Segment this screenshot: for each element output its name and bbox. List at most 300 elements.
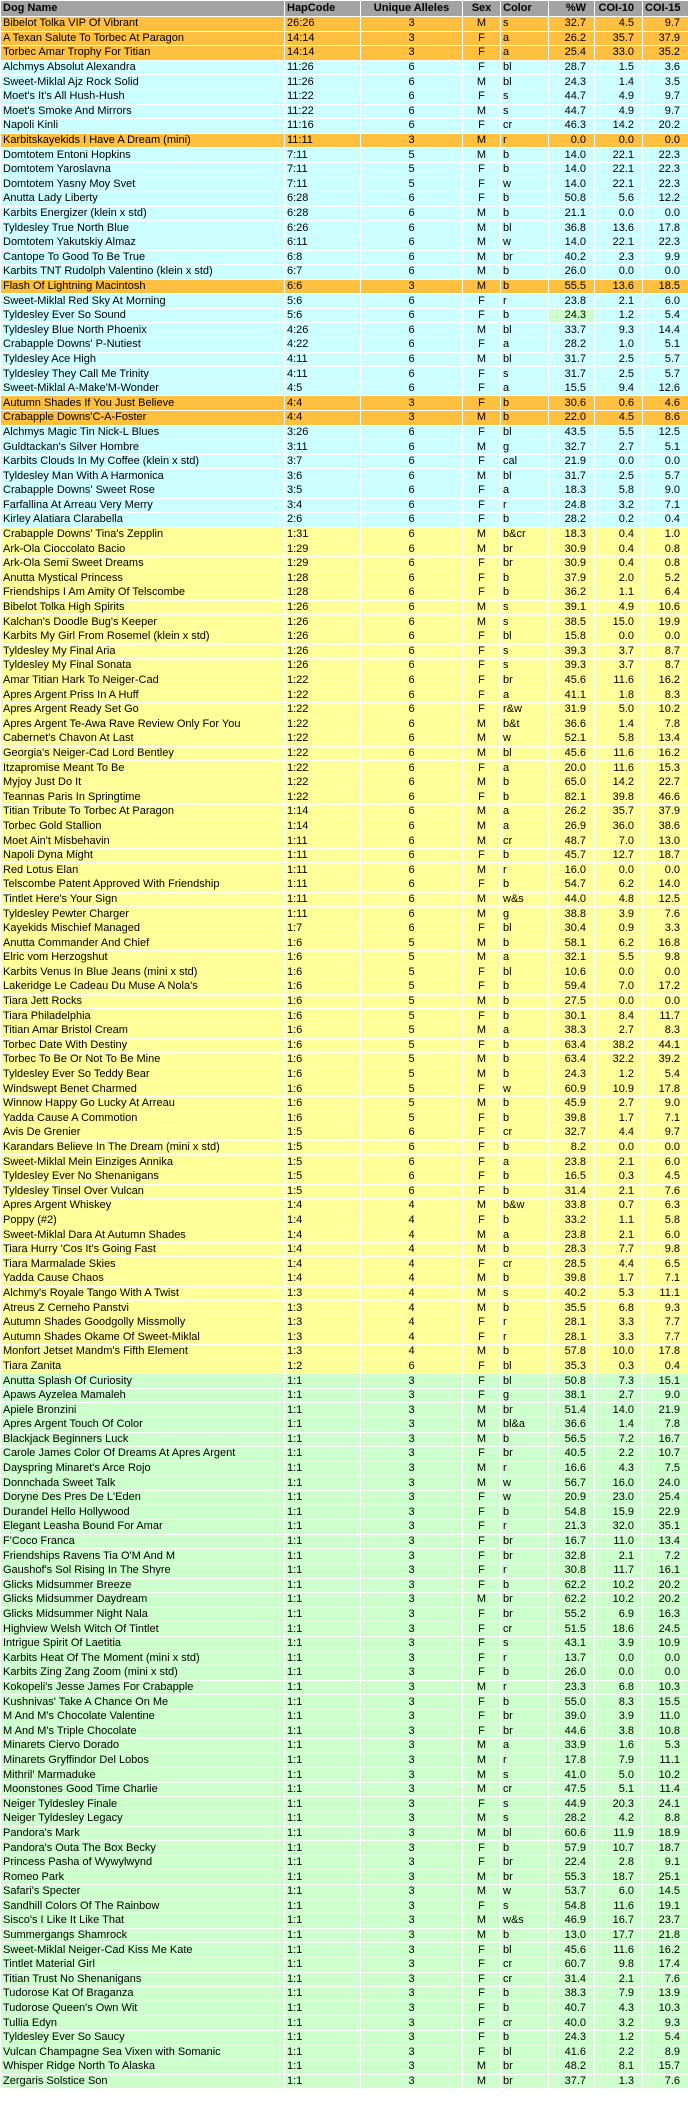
table-row[interactable] [1, 119, 688, 134]
table-row[interactable] [1, 936, 688, 951]
table-row[interactable] [1, 1943, 688, 1958]
table-row[interactable] [1, 104, 688, 119]
table-row[interactable] [1, 162, 688, 177]
table-row[interactable] [1, 352, 688, 367]
table-row[interactable] [1, 746, 688, 761]
table-row[interactable] [1, 878, 688, 893]
cell-percent-w: 24.8 [549, 498, 595, 513]
cell-unique-alleles: 3 [361, 2045, 463, 2060]
cell-color: w&s [501, 1914, 549, 1929]
cell-color: b [501, 1841, 549, 1856]
table-row[interactable] [1, 1709, 688, 1724]
cell-coi-15: 39.2 [643, 1053, 688, 1068]
table-row[interactable] [1, 1841, 688, 1856]
cell-coi-15: 16.2 [643, 1943, 688, 1958]
cell-dog-name: Torbec Amar Trophy For Titian [1, 46, 285, 61]
cell-sex: M [463, 732, 501, 747]
cell-sex: M [463, 746, 501, 761]
cell-color: br [501, 1709, 549, 1724]
cell-hapcode: 6:7 [285, 265, 361, 280]
table-row[interactable] [1, 556, 688, 571]
cell-dog-name: Anutta Mystical Princess [1, 571, 285, 586]
cell-sex: M [463, 892, 501, 907]
cell-color: s [501, 1768, 549, 1783]
cell-percent-w: 30.1 [549, 1009, 595, 1024]
cell-coi-15: 23.7 [643, 1914, 688, 1929]
table-row[interactable] [1, 1695, 688, 1710]
table-row[interactable] [1, 1009, 688, 1024]
cell-sex: M [463, 1023, 501, 1038]
cell-unique-alleles: 6 [361, 1140, 463, 1155]
cell-dog-name: Kayekids Mischief Managed [1, 921, 285, 936]
cell-coi-15: 8.7 [643, 659, 688, 674]
cell-dog-name: Amar Titian Hark To Neiger-Cad [1, 673, 285, 688]
cell-hapcode: 7:11 [285, 162, 361, 177]
table-row[interactable] [1, 834, 688, 849]
cell-hapcode: 1:3 [285, 1315, 361, 1330]
cell-color: s [501, 615, 549, 630]
table-row[interactable] [1, 1885, 688, 1900]
cell-sex: M [463, 265, 501, 280]
cell-coi-10: 8.3 [595, 1695, 643, 1710]
cell-hapcode: 1:1 [285, 1768, 361, 1783]
cell-hapcode: 5:6 [285, 308, 361, 323]
cell-hapcode: 1:1 [285, 1461, 361, 1476]
table-row[interactable] [1, 1914, 688, 1929]
cell-color: b [501, 1169, 549, 1184]
cell-coi-15: 7.7 [643, 1330, 688, 1345]
cell-coi-10: 6.8 [595, 1301, 643, 1316]
col-percent-w[interactable]: %W [549, 1, 595, 17]
cell-sex: F [463, 761, 501, 776]
table-row[interactable] [1, 1490, 688, 1505]
cell-sex: M [463, 1067, 501, 1082]
table-row[interactable] [1, 1505, 688, 1520]
table-row[interactable] [1, 206, 688, 221]
cell-coi-10: 14.2 [595, 119, 643, 134]
cell-unique-alleles: 3 [361, 1418, 463, 1433]
table-row[interactable] [1, 367, 688, 382]
table-row[interactable] [1, 1213, 688, 1228]
table-row[interactable] [1, 469, 688, 484]
table-row[interactable] [1, 688, 688, 703]
cell-coi-10: 4.3 [595, 1461, 643, 1476]
table-row[interactable] [1, 1140, 688, 1155]
cell-coi-10: 1.4 [595, 1418, 643, 1433]
table-row[interactable] [1, 1534, 688, 1549]
cell-coi-10: 22.1 [595, 235, 643, 250]
table-row[interactable] [1, 1957, 688, 1972]
table-row[interactable] [1, 1286, 688, 1301]
table-row[interactable] [1, 1374, 688, 1389]
cell-dog-name: Tyldesley Ever So Sound [1, 308, 285, 323]
table-row[interactable] [1, 527, 688, 542]
cell-percent-w: 17.8 [549, 1753, 595, 1768]
table-row[interactable] [1, 498, 688, 513]
cell-coi-15: 17.4 [643, 1957, 688, 1972]
table-row[interactable] [1, 732, 688, 747]
table-row[interactable] [1, 1593, 688, 1608]
table-row[interactable] [1, 571, 688, 586]
col-coi-10[interactable]: COI-10 [595, 1, 643, 17]
cell-percent-w: 62.2 [549, 1593, 595, 1608]
table-row[interactable] [1, 75, 688, 90]
table-row[interactable] [1, 673, 688, 688]
cell-unique-alleles: 6 [361, 556, 463, 571]
cell-sex: F [463, 1636, 501, 1651]
cell-coi-10: 2.5 [595, 352, 643, 367]
table-row[interactable] [1, 1301, 688, 1316]
cell-hapcode: 1:1 [285, 1826, 361, 1841]
cell-unique-alleles: 3 [361, 1797, 463, 1812]
cell-sex: F [463, 790, 501, 805]
cell-coi-15: 19.9 [643, 615, 688, 630]
table-row[interactable] [1, 1928, 688, 1943]
cell-coi-15: 6.4 [643, 586, 688, 601]
table-row[interactable] [1, 2074, 688, 2089]
cell-unique-alleles: 3 [361, 1447, 463, 1462]
cell-coi-15: 12.2 [643, 192, 688, 207]
table-row[interactable] [1, 1169, 688, 1184]
cell-coi-10: 3.9 [595, 1636, 643, 1651]
cell-hapcode: 1:1 [285, 1753, 361, 1768]
cell-color: b [501, 162, 549, 177]
table-row[interactable] [1, 1315, 688, 1330]
col-dog-name[interactable]: Dog Name [1, 1, 285, 17]
cell-hapcode: 7:11 [285, 148, 361, 163]
table-row[interactable] [1, 921, 688, 936]
table-row[interactable] [1, 1257, 688, 1272]
cell-color: br [501, 1724, 549, 1739]
table-row[interactable] [1, 1359, 688, 1374]
cell-coi-10: 4.9 [595, 104, 643, 119]
table-row[interactable] [1, 1563, 688, 1578]
cell-sex: F [463, 1126, 501, 1141]
cell-coi-15: 7.6 [643, 2074, 688, 2089]
cell-sex: M [463, 1885, 501, 1900]
table-row[interactable] [1, 454, 688, 469]
cell-dog-name: Gaushof's Sol Rising In The Shyre [1, 1563, 285, 1578]
table-row[interactable] [1, 31, 688, 46]
cell-coi-15: 0.0 [643, 1651, 688, 1666]
cell-sex: M [463, 1768, 501, 1783]
table-row[interactable] [1, 411, 688, 426]
table-row[interactable] [1, 1199, 688, 1214]
cell-coi-10: 16.0 [595, 1476, 643, 1491]
cell-sex: F [463, 513, 501, 528]
table-row[interactable] [1, 1184, 688, 1199]
table-row[interactable] [1, 323, 688, 338]
table-row[interactable] [1, 1753, 688, 1768]
table-row[interactable] [1, 1403, 688, 1418]
cell-color: r [501, 1315, 549, 1330]
table-row[interactable] [1, 951, 688, 966]
cell-unique-alleles: 6 [361, 454, 463, 469]
table-row[interactable] [1, 279, 688, 294]
table-row[interactable] [1, 1023, 688, 1038]
table-row[interactable] [1, 1636, 688, 1651]
table-row[interactable] [1, 892, 688, 907]
table-row[interactable] [1, 148, 688, 163]
cell-unique-alleles: 5 [361, 1111, 463, 1126]
table-row[interactable] [1, 702, 688, 717]
cell-dog-name: Red Lotus Elan [1, 863, 285, 878]
table-row[interactable] [1, 192, 688, 207]
table-row[interactable] [1, 265, 688, 280]
table-row[interactable] [1, 1476, 688, 1491]
cell-dog-name: Tiara Hurry 'Cos It's Going Fast [1, 1242, 285, 1257]
table-row[interactable] [1, 1461, 688, 1476]
cell-dog-name: Yadda Cause Chaos [1, 1272, 285, 1287]
cell-coi-15: 3.6 [643, 60, 688, 75]
table-row[interactable] [1, 425, 688, 440]
cell-color: br [501, 2060, 549, 2075]
cell-color: s [501, 600, 549, 615]
table-row[interactable] [1, 308, 688, 323]
col-hapcode[interactable]: HapCode [285, 1, 361, 17]
cell-dog-name: Autumn Shades If You Just Believe [1, 396, 285, 411]
table-row[interactable] [1, 863, 688, 878]
table-row[interactable] [1, 17, 688, 32]
table-row[interactable] [1, 513, 688, 528]
table-row[interactable] [1, 381, 688, 396]
cell-unique-alleles: 3 [361, 1841, 463, 1856]
cell-coi-10: 36.0 [595, 819, 643, 834]
table-row[interactable] [1, 60, 688, 75]
table-row[interactable] [1, 2060, 688, 2075]
table-row[interactable] [1, 1096, 688, 1111]
table-row[interactable] [1, 1622, 688, 1637]
table-row[interactable] [1, 235, 688, 250]
cell-dog-name: Apres Argent Touch Of Color [1, 1418, 285, 1433]
table-row[interactable] [1, 1651, 688, 1666]
table-row[interactable] [1, 221, 688, 236]
table-row[interactable] [1, 1724, 688, 1739]
table-row[interactable] [1, 484, 688, 499]
cell-dog-name: Elegant Leasha Bound For Amar [1, 1520, 285, 1535]
table-row[interactable] [1, 1812, 688, 1827]
cell-sex: M [463, 1680, 501, 1695]
cell-coi-15: 10.3 [643, 1680, 688, 1695]
col-coi-15[interactable]: COI-15 [643, 1, 688, 17]
table-row[interactable] [1, 659, 688, 674]
cell-dog-name: Telscombe Patent Approved With Friendship [1, 878, 285, 893]
cell-dog-name: Crabapple Downs' Tina's Zepplin [1, 527, 285, 542]
cell-sex: F [463, 192, 501, 207]
table-row[interactable] [1, 1870, 688, 1885]
table-row[interactable] [1, 1899, 688, 1914]
cell-dog-name: Ark-Ola Semi Sweet Dreams [1, 556, 285, 571]
cell-coi-10: 1.2 [595, 2030, 643, 2045]
cell-coi-10: 4.4 [595, 1257, 643, 1272]
table-row[interactable] [1, 629, 688, 644]
table-row[interactable] [1, 790, 688, 805]
cell-dog-name: Donnchada Sweet Talk [1, 1476, 285, 1491]
table-row[interactable] [1, 1038, 688, 1053]
cell-color: bl [501, 629, 549, 644]
cell-unique-alleles: 5 [361, 1038, 463, 1053]
table-row[interactable] [1, 1520, 688, 1535]
table-row[interactable] [1, 440, 688, 455]
cell-dog-name: Apres Argent Te-Awa Rave Review Only For You [1, 717, 285, 732]
cell-coi-10: 4.2 [595, 1812, 643, 1827]
table-row[interactable] [1, 994, 688, 1009]
table-row[interactable] [1, 805, 688, 820]
table-row[interactable] [1, 1418, 688, 1433]
cell-sex: F [463, 484, 501, 499]
table-row[interactable] [1, 1126, 688, 1141]
table-row[interactable] [1, 1768, 688, 1783]
table-row[interactable] [1, 848, 688, 863]
cell-unique-alleles: 5 [361, 994, 463, 1009]
table-row[interactable] [1, 1782, 688, 1797]
cell-hapcode: 2:6 [285, 513, 361, 528]
cell-coi-10: 3.3 [595, 1315, 643, 1330]
table-row[interactable] [1, 717, 688, 732]
table-row[interactable] [1, 396, 688, 411]
table-row[interactable] [1, 1345, 688, 1360]
table-row[interactable] [1, 1855, 688, 1870]
table-row[interactable] [1, 1242, 688, 1257]
table-row[interactable] [1, 1330, 688, 1345]
table-row[interactable] [1, 1111, 688, 1126]
table-row[interactable] [1, 1272, 688, 1287]
table-row[interactable] [1, 761, 688, 776]
table-row[interactable] [1, 775, 688, 790]
table-row[interactable] [1, 600, 688, 615]
table-row[interactable] [1, 1388, 688, 1403]
cell-coi-10: 2.2 [595, 1447, 643, 1462]
table-row[interactable] [1, 1053, 688, 1068]
cell-sex: M [463, 1826, 501, 1841]
table-row[interactable] [1, 965, 688, 980]
cell-dog-name: Torbec Date With Destiny [1, 1038, 285, 1053]
cell-sex: F [463, 1082, 501, 1097]
cell-coi-10: 2.5 [595, 367, 643, 382]
cell-coi-10: 0.0 [595, 1651, 643, 1666]
table-row[interactable] [1, 46, 688, 61]
table-row[interactable] [1, 1607, 688, 1622]
table-row[interactable] [1, 1972, 688, 1987]
cell-color: bl [501, 1374, 549, 1389]
col-color[interactable]: Color [501, 1, 549, 17]
table-row[interactable] [1, 644, 688, 659]
cell-coi-10: 6.8 [595, 1680, 643, 1695]
table-row[interactable] [1, 1826, 688, 1841]
cell-sex: M [463, 206, 501, 221]
table-row[interactable] [1, 338, 688, 353]
cell-dog-name: Karbits Venus In Blue Jeans (mini x std) [1, 965, 285, 980]
cell-hapcode: 1:1 [285, 1709, 361, 1724]
cell-sex: M [463, 1870, 501, 1885]
cell-dog-name: Autumn Shades Okame Of Sweet-Miklal [1, 1330, 285, 1345]
table-row[interactable] [1, 1797, 688, 1812]
cell-color: bl [501, 323, 549, 338]
table-row[interactable] [1, 1447, 688, 1462]
table-row[interactable] [1, 1987, 688, 2002]
cell-coi-10: 10.9 [595, 1082, 643, 1097]
cell-unique-alleles: 3 [361, 1549, 463, 1564]
table-row[interactable] [1, 1549, 688, 1564]
table-row[interactable] [1, 2030, 688, 2045]
table-row[interactable] [1, 2016, 688, 2031]
cell-dog-name: Moet's It's All Hush-Hush [1, 89, 285, 104]
table-row[interactable] [1, 1067, 688, 1082]
cell-hapcode: 1:1 [285, 1505, 361, 1520]
table-row[interactable] [1, 1666, 688, 1681]
table-body [1, 17, 688, 2089]
table-row[interactable] [1, 2001, 688, 2016]
cell-hapcode: 1:1 [285, 1885, 361, 1900]
col-unique-alleles[interactable]: Unique Alleles [361, 1, 463, 17]
table-row[interactable] [1, 2045, 688, 2060]
cell-coi-10: 3.7 [595, 644, 643, 659]
col-sex[interactable]: Sex [463, 1, 501, 17]
table-row[interactable] [1, 1228, 688, 1243]
cell-unique-alleles: 6 [361, 615, 463, 630]
cell-percent-w: 18.3 [549, 484, 595, 499]
cell-sex: F [463, 1578, 501, 1593]
cell-color: br [501, 1534, 549, 1549]
cell-dog-name: Pandora's Outa The Box Becky [1, 1841, 285, 1856]
cell-coi-15: 18.5 [643, 279, 688, 294]
cell-coi-15: 0.0 [643, 1666, 688, 1681]
cell-sex: M [463, 1403, 501, 1418]
cell-hapcode: 11:22 [285, 104, 361, 119]
cell-color: cr [501, 1972, 549, 1987]
table-row[interactable] [1, 1082, 688, 1097]
cell-sex: M [463, 1228, 501, 1243]
table-row[interactable] [1, 1155, 688, 1170]
cell-percent-w: 54.7 [549, 878, 595, 893]
cell-unique-alleles: 6 [361, 775, 463, 790]
table-row[interactable] [1, 177, 688, 192]
cell-coi-15: 11.4 [643, 1782, 688, 1797]
cell-dog-name: Glicks Midsummer Breeze [1, 1578, 285, 1593]
cell-hapcode: 1:6 [285, 1067, 361, 1082]
cell-hapcode: 1:1 [285, 1593, 361, 1608]
cell-hapcode: 1:1 [285, 1812, 361, 1827]
cell-percent-w: 26.0 [549, 1666, 595, 1681]
cell-dog-name: Sweet-Miklal Mein Einziges Annika [1, 1155, 285, 1170]
table-row[interactable] [1, 586, 688, 601]
cell-coi-15: 10.2 [643, 702, 688, 717]
cell-color: g [501, 907, 549, 922]
cell-unique-alleles: 3 [361, 1812, 463, 1827]
cell-coi-10: 11.6 [595, 673, 643, 688]
table-row[interactable] [1, 1739, 688, 1754]
cell-dog-name: Anutta Lady Liberty [1, 192, 285, 207]
cell-hapcode: 11:26 [285, 75, 361, 90]
cell-dog-name: Myjoy Just Do It [1, 775, 285, 790]
cell-percent-w: 14.0 [549, 177, 595, 192]
table-row[interactable] [1, 615, 688, 630]
cell-percent-w: 30.8 [549, 1563, 595, 1578]
table-row[interactable] [1, 907, 688, 922]
table-row[interactable] [1, 1680, 688, 1695]
cell-sex: M [463, 717, 501, 732]
table-row[interactable] [1, 89, 688, 104]
table-row[interactable] [1, 1578, 688, 1593]
table-row[interactable] [1, 819, 688, 834]
cell-color: r [501, 1461, 549, 1476]
table-row[interactable] [1, 1432, 688, 1447]
table-row[interactable] [1, 542, 688, 557]
table-row[interactable] [1, 250, 688, 265]
table-row[interactable] [1, 133, 688, 148]
table-row[interactable] [1, 294, 688, 309]
table-row[interactable] [1, 980, 688, 995]
